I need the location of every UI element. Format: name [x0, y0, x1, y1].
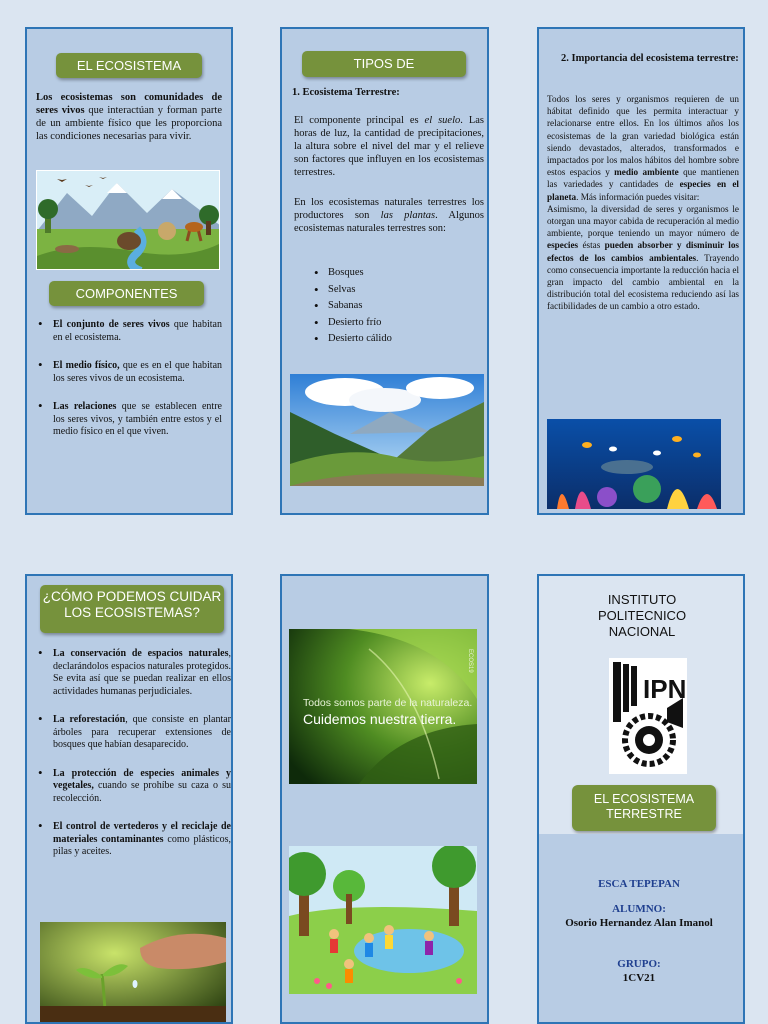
- subject-title: EL ECOSISTEMA TERRESTRE: [572, 785, 716, 831]
- list-item: • El medio físico, que es en el que habitan los seres vivos de un ecosistema.: [36, 360, 222, 385]
- poster-side-text: ECOS19: [467, 649, 473, 673]
- ipn-logo: [609, 658, 687, 774]
- panel-tipos: [280, 27, 489, 515]
- list-item: • La conservación de espacios naturales, declarándolos espacios naturales protegidos. Se evita así que se puedan realizar en ellos actividades humanas perjudiciales.: [36, 648, 231, 698]
- nature-poster: [289, 629, 477, 784]
- panel-imagenes: [280, 574, 489, 1024]
- ipn-logo-text: IPN: [643, 674, 687, 704]
- panel-importancia: [537, 27, 745, 515]
- paragraph-plantas: En los ecosistemas naturales terrestres los productores son las plantas. Algunos ecosistemas naturales terrestres son:: [294, 197, 484, 234]
- intro-paragraph: [36, 91, 222, 143]
- ecosystem-illustration: [36, 170, 220, 270]
- panel-el-ecosistema: [25, 27, 233, 515]
- student-info-block: [539, 834, 743, 1024]
- panel-cuidar: [25, 574, 233, 1024]
- title-el-ecosistema: EL ECOSISTEMA: [56, 53, 202, 78]
- title-tipos-de: TIPOS DE: [302, 51, 466, 77]
- list-item: • Bosques: [294, 265, 474, 282]
- poster-line2: Cuidemos nuestra tierra.: [303, 711, 457, 727]
- list-item: • Desierto cálido: [294, 331, 474, 348]
- list-item: • El conjunto de seres vivos que habitan en el ecosistema.: [36, 319, 222, 344]
- heading-importancia: 2. Importancia del ecosistema terrestre:: [561, 53, 739, 64]
- school-name: ESCA TEPEPAN: [598, 878, 680, 890]
- student-name: Osorio Hernandez Alan Imanol: [565, 917, 713, 929]
- ecosystem-types-list: [294, 265, 474, 348]
- list-item: • Las relaciones que se establecen entre los seres vivos, y también entre estos y el medio físico en el que viven.: [36, 401, 222, 439]
- intro-bold: Los ecosistemas son comunidades de seres vivos: [36, 92, 222, 116]
- paragraph-importancia: Todos los seres y organismos requieren de un hábitat definido que les permita interactuar y relacionarse entre ellos. En los últimos años los ecosistemas de la gran variedad biológica están siendo devastados, alterados, transformados e impactados por los malos hábitos del hombre sobre estos espacios y medio ambiente que mantienen las variedades y cantidades de especies en el planeta. Más información puedes visitar: Asimismo, la diversidad de seres y organismos le otorgan una mayor cabida de recuperación al medio ambiente, porque teniendo un mayor número de especies éstas pueden absorber y disminuir los efectos de los cambios ambientales. Trayendo como consecuencia importante la reducción hacia el gran impacto del cambio ambiental en la distribución total del ecosistema reduciendo así las factibilidades de un cambio a otro estado.: [547, 94, 739, 312]
- group-value: 1CV21: [622, 972, 656, 984]
- group-label: GRUPO:: [617, 958, 661, 970]
- intro-rest: que interactúan y forman parte de un ambiente físico que les proporciona las condiciones necesarias para vivir.: [36, 105, 223, 142]
- institute-name: INSTITUTO POLITECNICO NACIONAL: [597, 592, 687, 639]
- panel-portada: [537, 574, 745, 1024]
- list-item: • Selvas: [294, 282, 474, 299]
- student-label: ALUMNO:: [612, 903, 666, 915]
- hand-watering-plant-photo: [40, 922, 226, 1024]
- poster-line1: Todos somos parte de la naturaleza.: [303, 697, 473, 709]
- components-list: [36, 319, 222, 455]
- list-item: • La protección de especies animales y vegetales, cuando se prohíbe su caza o su recolección.: [36, 768, 231, 806]
- title-como-cuidar: ¿CÓMO PODEMOS CUIDAR LOS ECOSISTEMAS?: [40, 585, 224, 633]
- children-park-illustration: [289, 846, 477, 994]
- paragraph-suelo: El componente principal es el suelo. Las horas de luz, la cantidad de precipitaciones, la altura sobre el nivel del mar y el relieve son factores que influyen en los ecosistemas terrestres.: [294, 115, 484, 178]
- list-item: • Desierto frío: [294, 315, 474, 332]
- title-componentes: COMPONENTES: [49, 281, 204, 306]
- heading-ecosistema-terrestre: 1. Ecosistema Terrestre:: [292, 87, 400, 98]
- mountain-valley-photo: [290, 374, 484, 486]
- list-item: • El control de vertederos y el reciclaje de materiales contaminantes como plásticos, pilas y aceites.: [36, 821, 231, 859]
- list-item: • Sabanas: [294, 298, 474, 315]
- care-actions-list: [36, 648, 231, 875]
- coral-reef-photo: [547, 419, 721, 509]
- list-item: • La reforestación, que consiste en plantar árboles para recuperar extensiones de bosques que habían desaparecido.: [36, 714, 231, 752]
